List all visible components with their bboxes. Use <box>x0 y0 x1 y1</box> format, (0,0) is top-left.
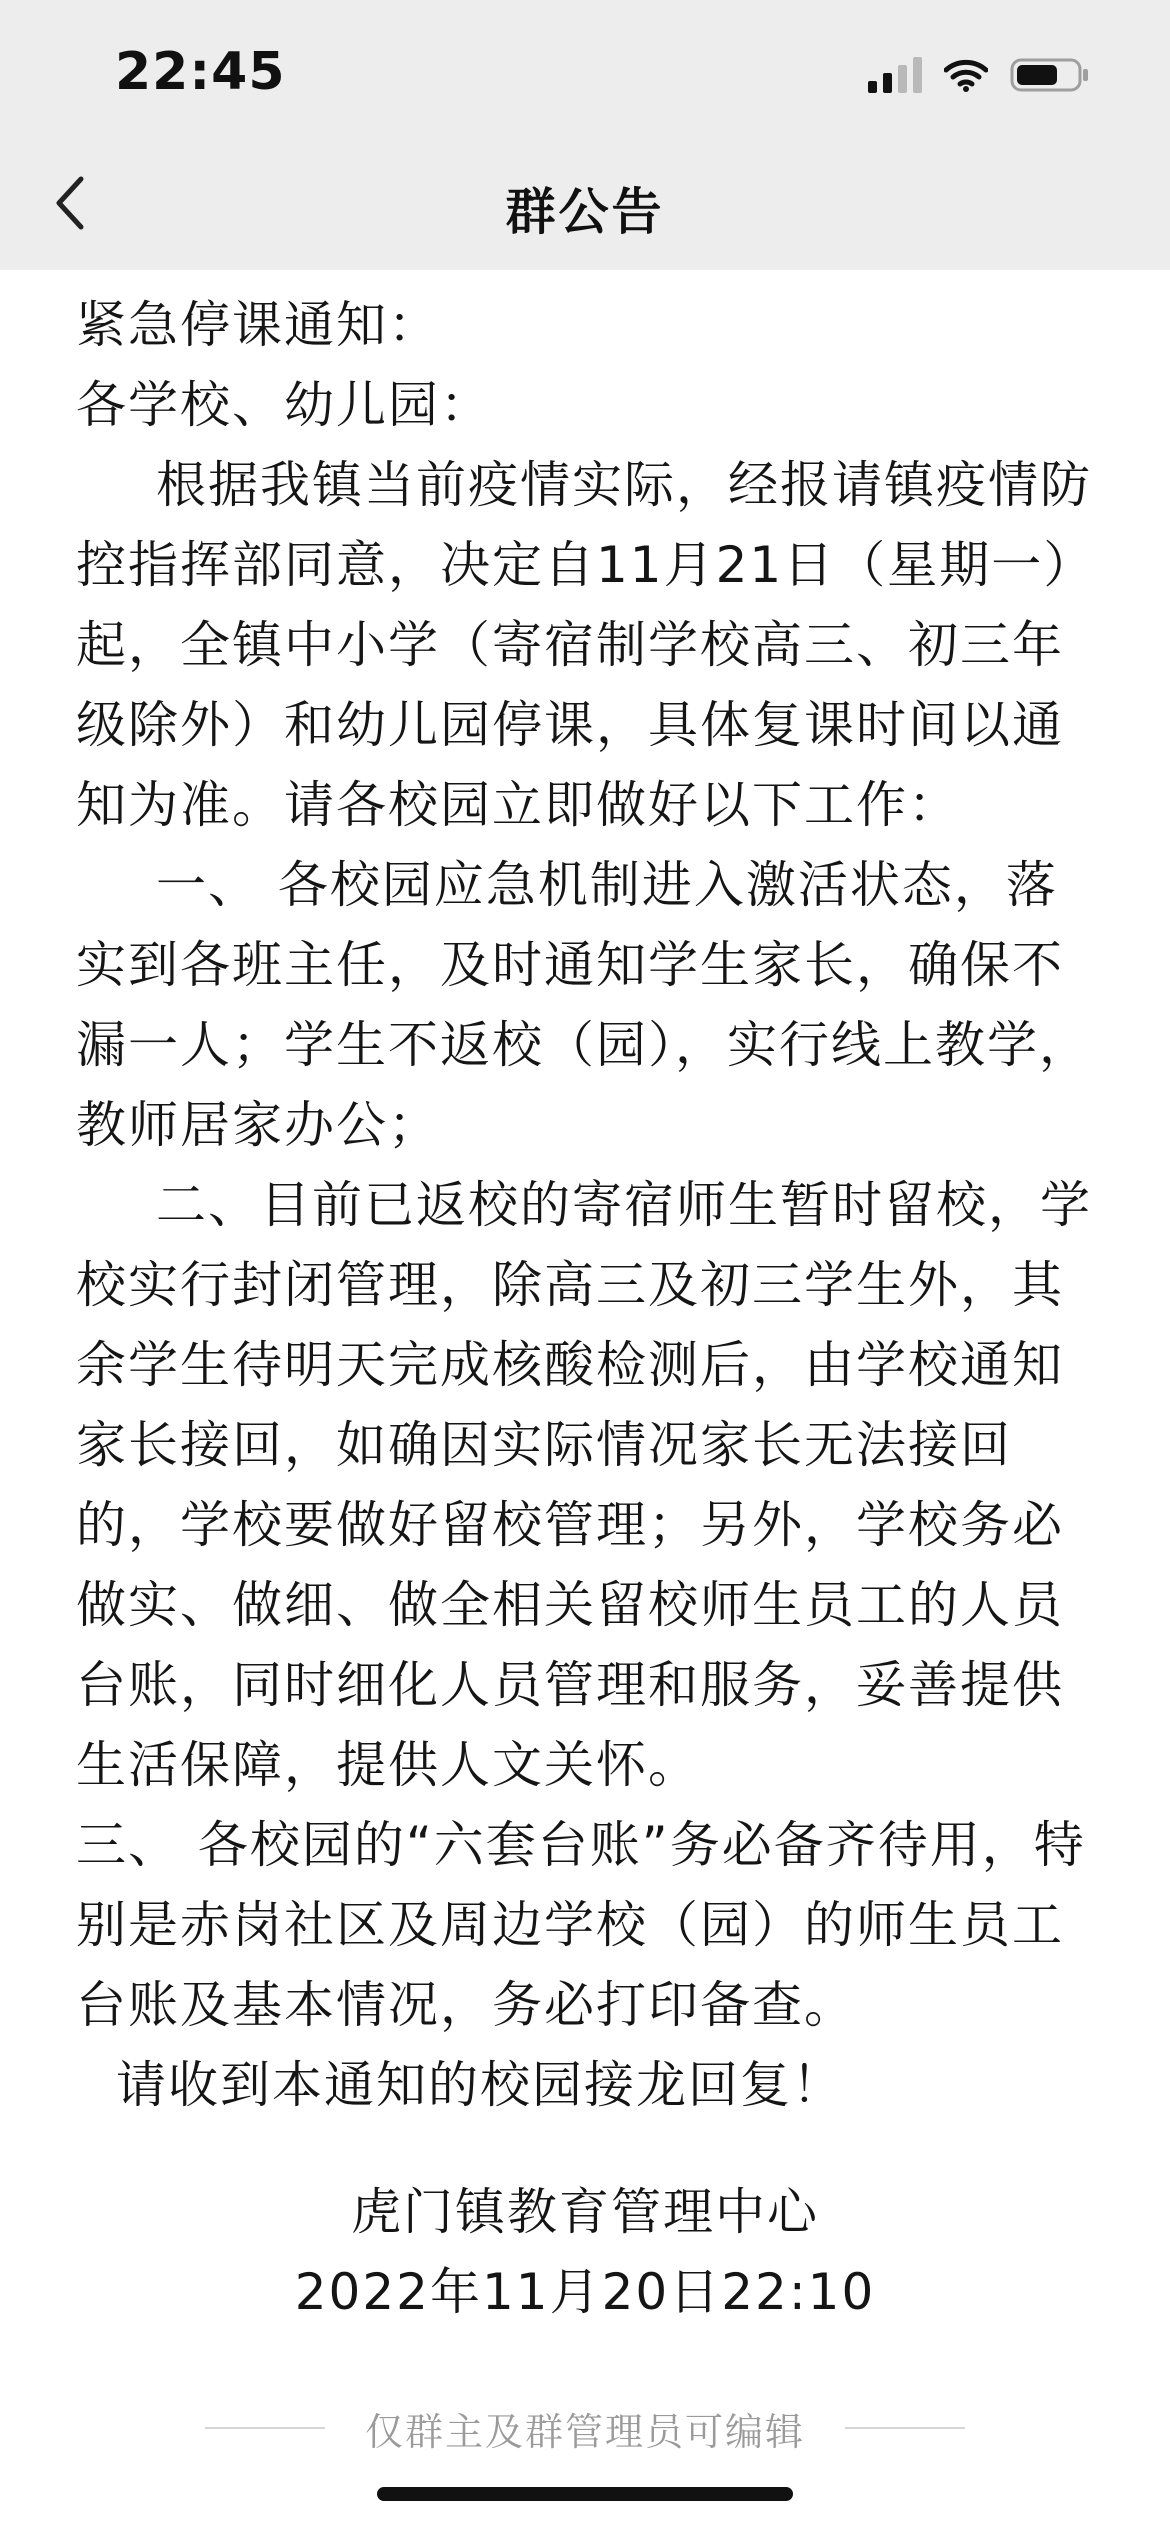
issue-date: 2022年11月20日22:10 <box>294 2263 876 2321</box>
edit-permission-note: 仅群主及群管理员可编辑 <box>364 2409 805 2454</box>
announcement-body <box>76 285 1096 2125</box>
announcement-paragraph: 三、 各校园的“六套台账”务必备齐待用，特别是赤岗社区及周边学校（园）的师生员工台账及基本情况，务必打印备查。 <box>76 1816 1086 2034</box>
announcement-paragraph: 根据我镇当前疫情实际，经报请镇疫情防控指挥部同意，决定自11月21日（星期一）起，全镇中小学（寄宿制学校高三、初三年级除外）和幼儿园停课，具体复课时间以通知为准。请各校园立即做好以下工作： <box>76 456 1096 834</box>
home-indicator[interactable] <box>377 2487 793 2501</box>
announcement-signoff <box>0 2172 1170 2332</box>
announcement-paragraph: 二、目前已返校的寄宿师生暂时留校，学校实行封闭管理，除高三及初三学生外，其余学生待明天完成核酸检测后，由学校通知家长接回，如确因实际情况家长无法接回的，学校要做好留校管理；另外，学校务必做实、做细、做全相关留校师生员工的人员台账，同时细化人员管理和服务，妥善提供生活保障，提供人文关怀。 <box>76 1176 1092 1794</box>
announcement-addressee: 各学校、幼儿园： <box>76 376 492 434</box>
battery-icon <box>1010 57 1090 93</box>
wifi-icon <box>944 58 988 92</box>
divider <box>845 2427 965 2429</box>
status-icons <box>868 55 1090 95</box>
top-bar <box>0 0 1170 270</box>
announcement-paragraph: 一、 各校园应急机制进入激活状态，落实到各班主任，及时通知学生家长，确保不漏一人；学生不返校（园），实行线上教学，教师居家办公； <box>76 856 1091 1154</box>
announcement-reply-request: 请收到本通知的校园接龙回复！ <box>116 2056 844 2114</box>
signature: 虎门镇教育管理中心 <box>351 2183 819 2241</box>
status-time: 22:45 <box>115 42 286 102</box>
edit-permission-footer <box>0 2398 1170 2458</box>
divider <box>205 2427 325 2429</box>
page-title: 群公告 <box>505 183 665 241</box>
cellular-signal-icon <box>868 57 922 93</box>
announcement-heading: 紧急停课通知： <box>76 296 440 354</box>
